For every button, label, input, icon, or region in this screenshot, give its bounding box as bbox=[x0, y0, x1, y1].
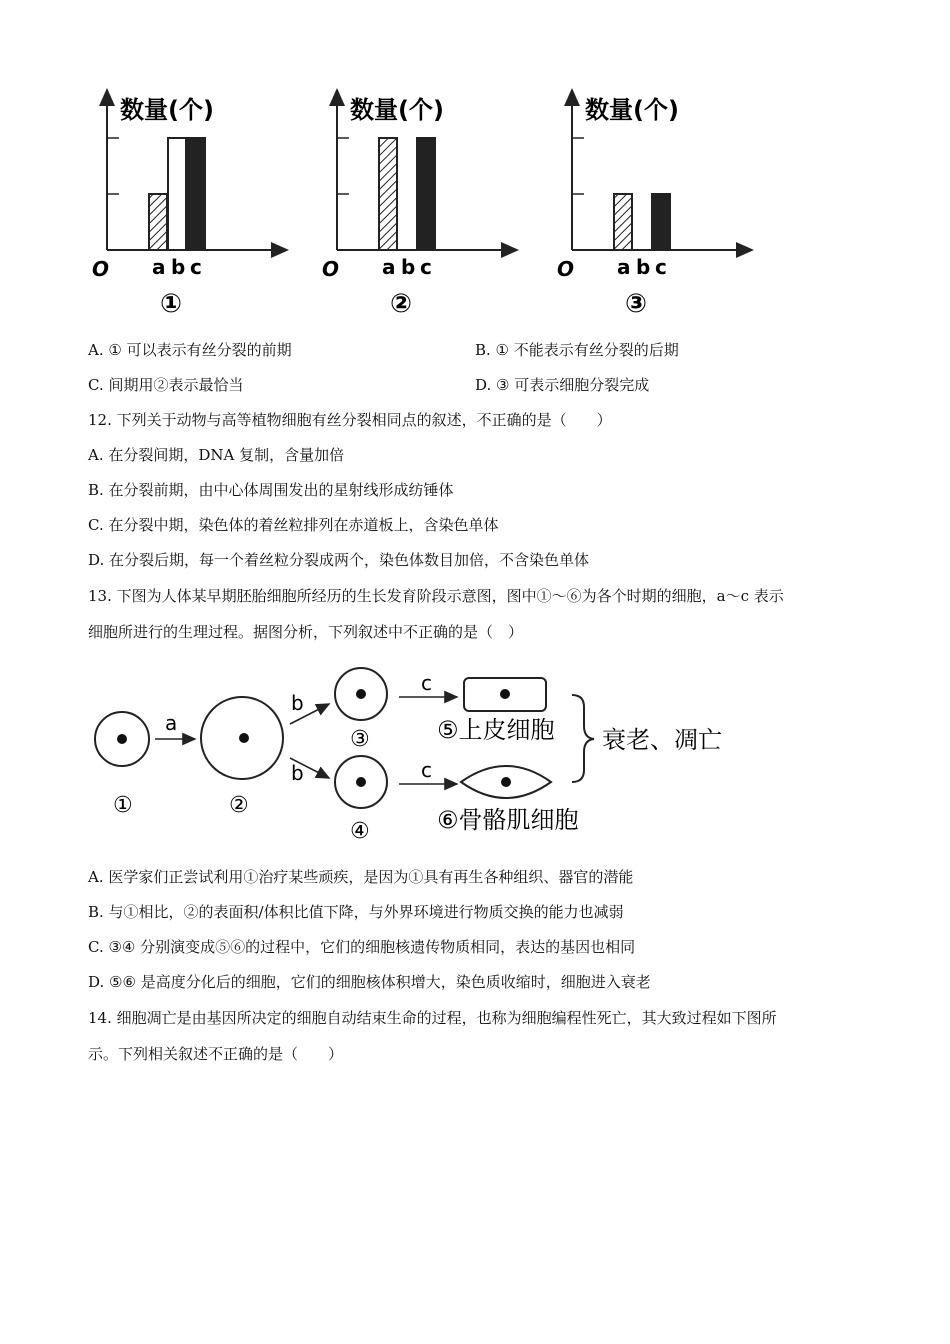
q13-diagram bbox=[85, 662, 785, 852]
q13-option-b: B. 与①相比，②的表面积/体积比值下降，与外界环境进行物质交换的能力也减弱 bbox=[88, 903, 624, 921]
arrow-c-down-label: c bbox=[421, 758, 432, 782]
x-tick-label-c: c bbox=[420, 255, 432, 279]
q14-stem-line1: 14. 细胞凋亡是由基因所决定的细胞自动结束生命的过程，也称为细胞编程性死亡，其大致过程如下图所 bbox=[88, 1009, 777, 1027]
origin-label: O bbox=[92, 257, 110, 281]
x-tick-label-a: a bbox=[617, 255, 631, 279]
x-tick-label-b: b bbox=[636, 255, 651, 279]
q11-option-a: A. ① 可以表示有丝分裂的前期 bbox=[88, 341, 292, 359]
q11-option-b: B. ① 不能表示有丝分裂的后期 bbox=[475, 341, 679, 359]
origin-label: O bbox=[557, 257, 575, 281]
q11-charts bbox=[80, 80, 780, 330]
q12-option-a: A. 在分裂间期，DNA 复制，含量加倍 bbox=[88, 446, 345, 464]
arrow-b-up-label: b bbox=[291, 691, 304, 715]
bar-c bbox=[417, 138, 435, 250]
cell-5-nucleus bbox=[500, 689, 510, 699]
x-tick-label-a: a bbox=[152, 255, 166, 279]
q12-stem: 12. 下列关于动物与高等植物细胞有丝分裂相同点的叙述，不正确的是（ ） bbox=[88, 411, 612, 429]
bar-a bbox=[614, 194, 632, 250]
cell-3-nucleus bbox=[356, 689, 366, 699]
cell-6-nucleus bbox=[501, 777, 511, 787]
x-tick-label-b: b bbox=[171, 255, 186, 279]
brace bbox=[572, 695, 594, 782]
q13-option-c: C. ③④ 分别演变成⑤⑥的过程中，它们的细胞核遗传物质相同，表达的基因也相同 bbox=[88, 938, 636, 956]
q12-option-b: B. 在分裂前期，由中心体周围发出的星射线形成纺锤体 bbox=[88, 481, 454, 499]
bar-a bbox=[379, 138, 397, 250]
bar-c bbox=[652, 194, 670, 250]
arrow-c-up-label: c bbox=[421, 671, 432, 695]
q13-option-d: D. ⑤⑥ 是高度分化后的细胞，它们的细胞核体积增大，染色质收缩时，细胞进入衰老 bbox=[88, 973, 651, 991]
origin-label: O bbox=[322, 257, 340, 281]
bar-chart-1 bbox=[92, 90, 287, 319]
q11-option-d: D. ③ 可表示细胞分裂完成 bbox=[475, 376, 650, 394]
muscle-label: ⑥骨骼肌细胞 bbox=[437, 806, 579, 834]
q13-option-a: A. 医学家们正尝试利用①治疗某些顽疾，是因为①具有再生各种组织、器官的潜能 bbox=[88, 868, 634, 886]
cell-1-nucleus bbox=[117, 734, 127, 744]
x-tick-label-c: c bbox=[655, 255, 667, 279]
bar-c bbox=[187, 138, 205, 250]
y-axis-label: 数量(个) bbox=[120, 96, 214, 124]
q11-option-c: C. 间期用②表示最恰当 bbox=[88, 376, 244, 394]
cell-1-label: ① bbox=[113, 793, 133, 818]
q13-stem-line1: 13. 下图为人体某早期胚胎细胞所经历的生长发育阶段示意图，图中①～⑥为各个时期的细胞，a～c 表示 bbox=[88, 587, 784, 605]
panel-label: ① bbox=[160, 289, 183, 319]
arrow-a-label: a bbox=[165, 711, 178, 735]
q14-stem-line2: 示。下列相关叙述不正确的是（ ） bbox=[88, 1045, 344, 1063]
q13-diagram-svg bbox=[85, 662, 785, 852]
panel-label: ② bbox=[390, 289, 413, 319]
cell-4-label: ④ bbox=[350, 819, 370, 844]
fate-label: 衰老、凋亡 bbox=[602, 726, 722, 754]
cell-3-label: ③ bbox=[350, 727, 370, 752]
cell-2-nucleus bbox=[239, 733, 249, 743]
bar-chart-2 bbox=[322, 90, 517, 319]
q13-stem-line2: 细胞所进行的生理过程。据图分析，下列叙述中不正确的是（ ） bbox=[88, 623, 524, 641]
bar-b bbox=[168, 138, 186, 250]
arrow-b-down-label: b bbox=[291, 761, 304, 785]
q11-charts-svg bbox=[80, 80, 780, 330]
panel-label: ③ bbox=[625, 289, 648, 319]
bar-a bbox=[149, 194, 167, 250]
q12-option-c: C. 在分裂中期，染色体的着丝粒排列在赤道板上，含染色单体 bbox=[88, 516, 499, 534]
x-tick-label-c: c bbox=[190, 255, 202, 279]
cell-2-label: ② bbox=[229, 793, 249, 818]
bar-chart-3 bbox=[557, 90, 752, 319]
x-tick-label-a: a bbox=[382, 255, 396, 279]
y-axis-label: 数量(个) bbox=[350, 96, 444, 124]
x-tick-label-b: b bbox=[401, 255, 416, 279]
y-axis-label: 数量(个) bbox=[585, 96, 679, 124]
epithelial-label: ⑤上皮细胞 bbox=[437, 716, 555, 744]
cell-4-nucleus bbox=[356, 777, 366, 787]
q12-option-d: D. 在分裂后期，每一个着丝粒分裂成两个，染色体数目加倍，不含染色单体 bbox=[88, 551, 590, 569]
